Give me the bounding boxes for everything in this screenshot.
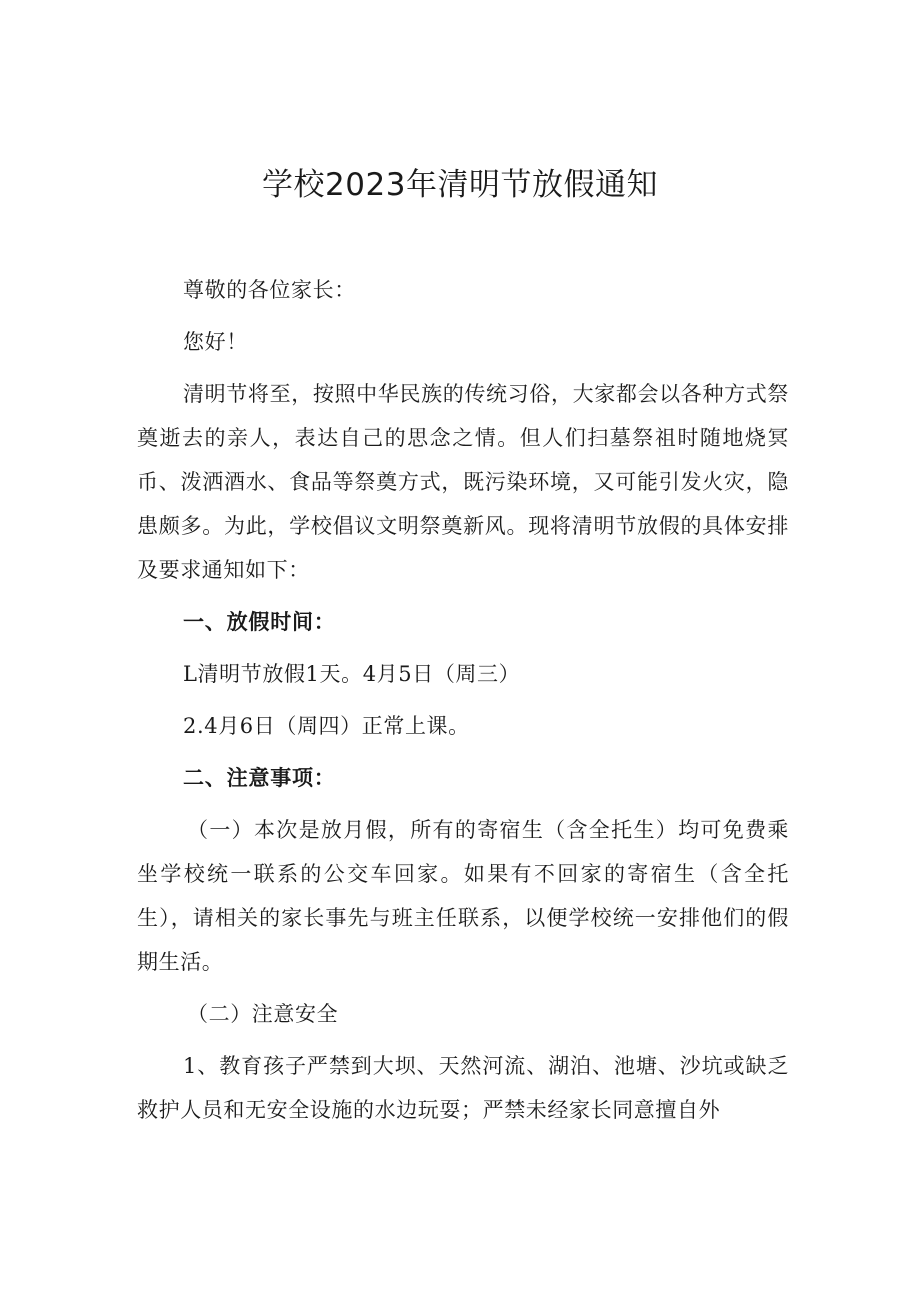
note-sub-2: （二）注意安全 bbox=[187, 1002, 339, 1026]
greeting: 您好！ bbox=[183, 330, 248, 354]
holiday-item-2: 2.4月6日（周四）正常上课。 bbox=[183, 714, 470, 738]
safety-item-1: 1、教育孩子严禁到大坝、天然河流、湖泊、池塘、沙坑或缺乏救护人员和无安全设施的水边玩耍；严禁未经家长同意擅自外 bbox=[137, 1054, 789, 1122]
section-heading-notes: 二、注意事项： bbox=[183, 766, 336, 790]
holiday-item-1: L清明节放假1天。4月5日（周三） bbox=[183, 662, 521, 686]
document-title: 学校2023年清明节放假通知 bbox=[262, 167, 658, 203]
note-sub-1: （一）本次是放月假，所有的寄宿生（含全托生）均可免费乘坐学校统一联系的公交车回家。如果有不回家的寄宿生（含全托生），请相关的家长事先与班主任联系，以便学校统一安排他们的假期生活。 bbox=[137, 818, 789, 974]
salutation: 尊敬的各位家长： bbox=[183, 278, 356, 302]
intro-paragraph: 清明节将至，按照中华民族的传统习俗，大家都会以各种方式祭奠逝去的亲人，表达自己的思念之情。但人们扫墓祭祖时随地烧冥币、泼洒酒水、食品等祭奠方式，既污染环境，又可能引发火灾，隐患颇多。为此，学校倡议文明祭奠新风。现将清明节放假的具体安排及要求通知如下： bbox=[137, 382, 789, 582]
section-heading-holiday-time: 一、放假时间： bbox=[183, 610, 336, 634]
document-body bbox=[137, 268, 789, 1140]
